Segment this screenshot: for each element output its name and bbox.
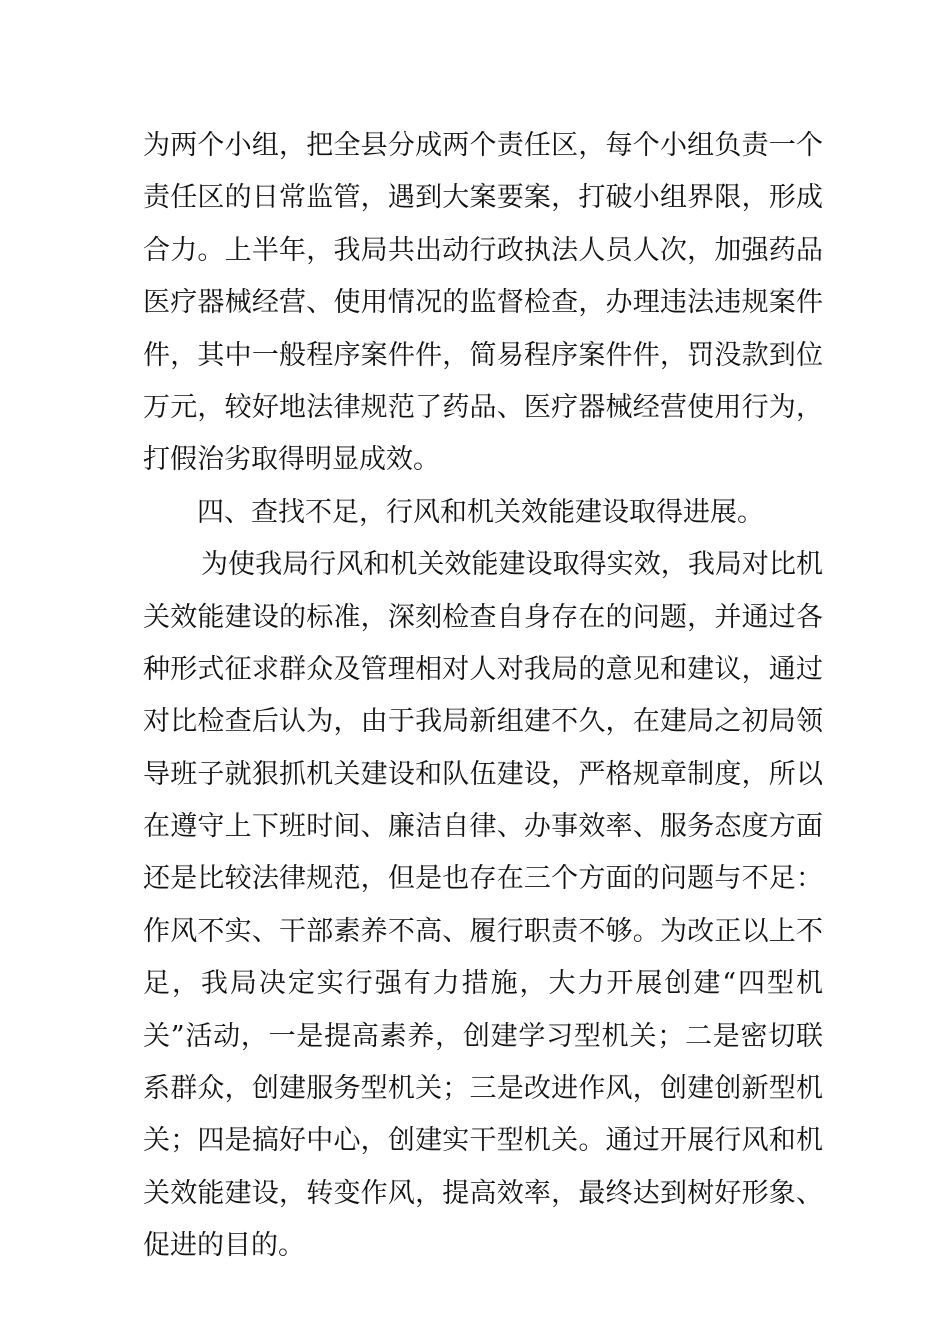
body-line: 在遵守上下班时间、廉洁自律、办事效率、服务态度方面 [143, 811, 823, 843]
body-line: 作风不实、干部素养不高、履行职责不够。为改正以上不 [143, 915, 823, 947]
body-line: 责任区的日常监管，遇到大案要案，打破小组界限，形成 [143, 182, 823, 214]
body-line: 万元，较好地法律规范了药品、医疗器械经营使用行为， [143, 391, 823, 423]
body-line: 关”活动，一是提高素养，创建学习型机关；二是密切联 [143, 1020, 823, 1052]
body-line: 为使我局行风和机关效能建设取得实效，我局对比机 [201, 549, 823, 581]
body-line: 还是比较法律规范，但是也存在三个方面的问题与不足： [143, 863, 823, 895]
body-line: 促进的目的。 [143, 1230, 305, 1262]
body-line: 关；四是搞好中心，创建实干型机关。通过开展行风和机 [143, 1125, 823, 1157]
body-line: 种形式征求群众及管理相对人对我局的意见和建议，通过 [143, 653, 823, 685]
body-line: 医疗器械经营、使用情况的监督检查，办理违法违规案件 [143, 287, 823, 319]
body-line: 足，我局决定实行强有力措施，大力开展创建“四型机 [143, 968, 823, 1000]
body-line: 件，其中一般程序案件件，简易程序案件件，罚没款到位 [143, 339, 823, 371]
body-line: 合力。上半年，我局共出动行政执法人员人次，加强药品 [143, 234, 823, 266]
body-line: 为两个小组，把全县分成两个责任区，每个小组负责一个 [143, 130, 823, 161]
body-line: 对比检查后认为，由于我局新组建不久，在建局之初局领 [143, 706, 823, 738]
body-line: 导班子就狠抓机关建设和队伍建设，严格规章制度，所以 [143, 758, 823, 790]
document-body [143, 120, 823, 1273]
body-line: 关效能建设的标准，深刻检查自身存在的问题，并通过各 [143, 601, 823, 633]
section-heading: 四、查找不足，行风和机关效能建设取得进展。 [197, 496, 764, 528]
body-line: 关效能建设，转变作风，提高效率，最终达到树好形象、 [143, 1177, 823, 1209]
body-line: 系群众，创建服务型机关；三是改进作风，创建创新型机 [143, 1073, 823, 1105]
body-line: 打假治劣取得明显成效。 [143, 444, 440, 476]
